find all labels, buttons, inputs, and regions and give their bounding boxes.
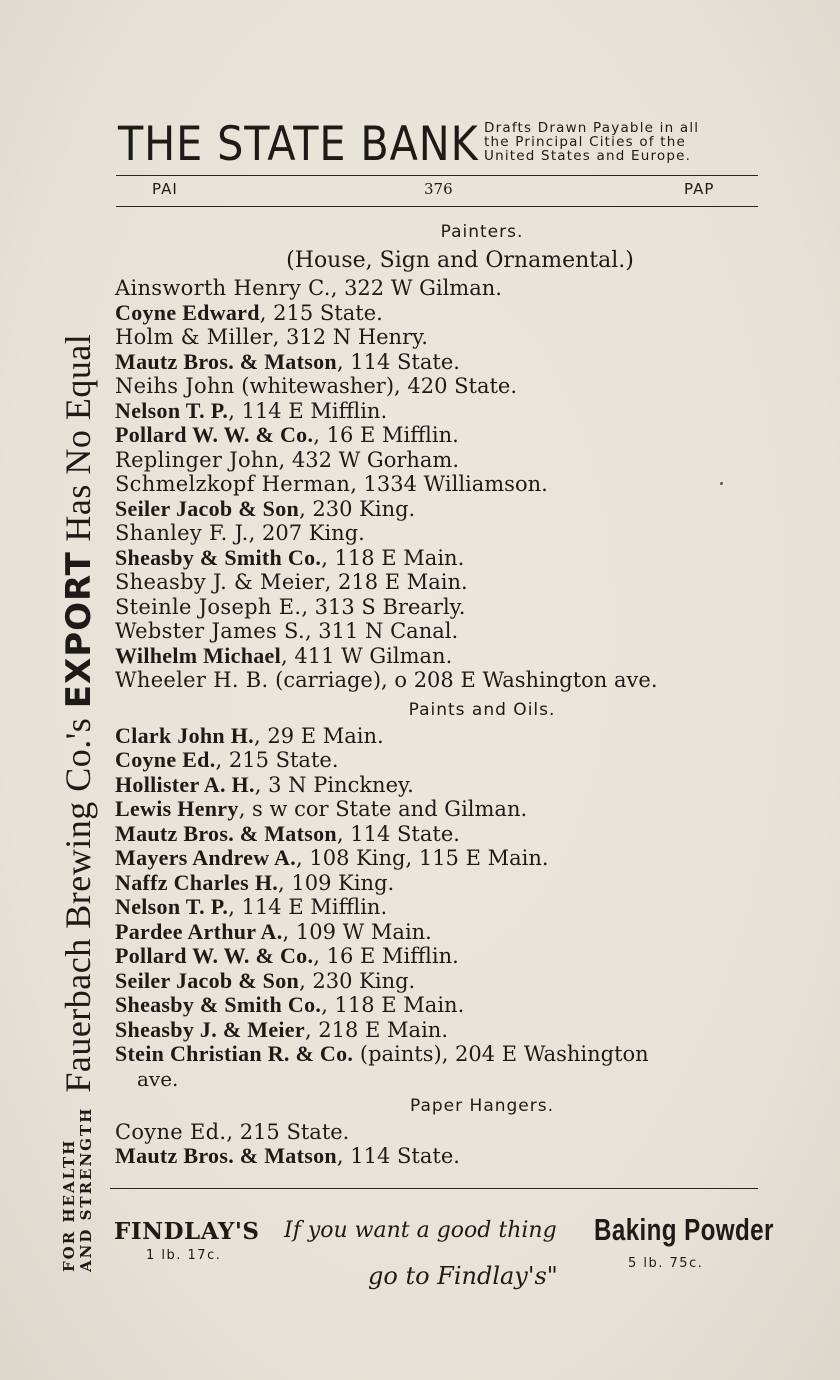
listing-entry — [115, 822, 765, 847]
section-title-paper-hangers: Paper Hangers. — [409, 1095, 555, 1116]
listing-entry — [115, 724, 765, 749]
entry-details: , 114 State. — [336, 349, 460, 374]
side-advert-prefix-line2: AND STRENGTH — [77, 1106, 95, 1272]
listing-entry — [115, 276, 765, 301]
side-advert-slogan — [57, 334, 99, 1093]
listing-entry — [115, 497, 765, 522]
listing-entry — [115, 619, 765, 644]
entry-name: Pollard W. W. & Co. — [115, 422, 314, 447]
entry-name: Mayers Andrew A. — [115, 845, 296, 870]
page-number: 376 — [424, 180, 453, 198]
section-subtitle-painters: (House, Sign and Ornamental.) — [286, 248, 634, 273]
entry-details: , 109 King. — [278, 870, 395, 895]
side-advert-slogan-start: Fauerbach Brewing Co.'s — [58, 708, 98, 1093]
side-advert-slogan-end: Has No Equal — [58, 333, 98, 552]
guide-word-right: PAP — [684, 180, 715, 198]
listing-entry — [115, 871, 765, 896]
script-slogan-line2: go to Findlay's" — [368, 1262, 558, 1290]
listing-entry — [115, 846, 765, 871]
entry-details: , 1334 Williamson. — [350, 472, 548, 496]
entry-details: , 114 E Mifflin. — [228, 398, 388, 423]
side-advert — [38, 112, 118, 1272]
entry-name: Sheasby J. & Meier — [115, 1016, 305, 1042]
bank-name: THE STATE BANK — [118, 117, 479, 172]
entry-name: Replinger John — [115, 447, 279, 472]
script-slogan-line1: If you want a good thing — [284, 1218, 557, 1243]
listing-entry — [115, 1144, 765, 1169]
section-title-painters: Painters. — [440, 222, 524, 242]
entry-details: (carriage), o 208 E Washington ave. — [268, 668, 658, 692]
listing-entry — [115, 448, 765, 473]
entry-details: , 114 E Mifflin. — [228, 895, 388, 919]
bank-tagline-line: Drafts Drawn Payable in all — [484, 120, 700, 136]
entry-name: Sheasby & Smith Co. — [115, 992, 322, 1017]
entry-name: Nelson T. P. — [115, 894, 229, 919]
entry-details: , 215 State. — [215, 748, 339, 772]
entry-details: , 215 State. — [259, 300, 383, 325]
header-rule-bottom — [116, 206, 758, 207]
entry-name: Coyne Edward — [115, 299, 260, 325]
entry-name: Pardee Arthur A. — [115, 918, 283, 944]
entry-name: Mautz Bros. & Matson — [115, 348, 337, 374]
listing-entry — [115, 399, 765, 424]
entry-details: , 313 S Brearly. — [301, 594, 466, 619]
entry-name: Sheasby J. & Meier — [115, 570, 325, 594]
entry-details: , 218 E Main. — [324, 570, 468, 594]
entry-name: Steinle Joseph E. — [115, 594, 302, 619]
entry-name: Schmelzkopf Herman — [115, 472, 351, 496]
entry-name: Neihs John — [115, 374, 235, 398]
entry-details: , 215 State. — [226, 1119, 350, 1144]
entry-details: (paints), 204 E Washington — [353, 1042, 649, 1066]
entry-name: Lewis Henry — [115, 796, 239, 821]
painters-list — [115, 276, 765, 693]
entry-details: , 230 King. — [299, 496, 416, 521]
footer-rule — [110, 1188, 758, 1189]
section-title-paints: Paints and Oils. — [408, 699, 556, 720]
listing-entry — [115, 668, 765, 693]
listing-entry — [115, 546, 765, 571]
entry-name: Wheeler H. B. — [115, 668, 269, 692]
listing-entry — [115, 472, 765, 497]
paper-hangers-list — [115, 1120, 765, 1169]
bank-tagline — [484, 121, 766, 163]
entry-details: , 16 E Mifflin. — [313, 423, 459, 447]
entry-details: , s w cor State and Gilman. — [238, 797, 528, 821]
entry-name: Stein Christian R. & Co. — [115, 1041, 354, 1066]
entry-details: , 16 E Mifflin. — [313, 944, 459, 968]
side-advert-slogan-bold: EXPORT — [59, 551, 99, 709]
paints-list — [115, 724, 765, 1067]
entry-continuation: ave. — [137, 1066, 179, 1091]
header-rule-top — [116, 175, 758, 176]
listing-entry — [115, 993, 765, 1018]
entry-details: , 432 W Gorham. — [278, 447, 460, 472]
entry-details: , 312 N Henry. — [272, 325, 428, 349]
entry-name: Coyne Ed. — [115, 1119, 227, 1144]
entry-details: , 118 E Main. — [321, 993, 465, 1017]
listing-entry — [115, 1042, 765, 1067]
entry-name: Pollard W. W. & Co. — [115, 943, 314, 968]
entry-name: Seiler Jacob & Son — [115, 495, 300, 521]
listing-entry — [115, 969, 765, 994]
baking-powder-label: Baking Powder — [594, 1212, 774, 1247]
listing-entry — [115, 595, 765, 620]
listing-entry — [115, 920, 765, 945]
guide-word-left: PAI — [152, 180, 178, 198]
side-advert-prefix-line1: FOR HEALTH — [60, 1138, 78, 1272]
entry-name: Clark John H. — [115, 722, 254, 748]
entry-name: Sheasby & Smith Co. — [115, 544, 322, 570]
listing-entry — [115, 644, 765, 669]
entry-name: Shanley F. J. — [115, 521, 249, 545]
listing-entry — [115, 350, 765, 375]
listing-entry — [115, 1018, 765, 1043]
price-large: 5 lb. 75c. — [628, 1256, 704, 1271]
listing-entry — [115, 325, 765, 350]
listing-entry — [115, 570, 765, 595]
price-small: 1 lb. 17c. — [146, 1248, 222, 1263]
bank-tagline-line: United States and Europe. — [484, 148, 692, 164]
entry-details: , 322 W Gilman. — [330, 276, 502, 300]
entry-name: Naffz Charles H. — [115, 869, 279, 895]
entry-details: , 230 King. — [299, 968, 416, 993]
entry-name: Mautz Bros. & Matson — [115, 1143, 337, 1168]
entry-details: , 29 E Main. — [253, 723, 384, 748]
entry-name: Coyne Ed. — [115, 747, 216, 772]
listing-entry — [115, 895, 765, 920]
entry-name: Seiler Jacob & Son — [115, 967, 300, 993]
entry-details: , 207 King. — [248, 521, 365, 545]
entry-details: , 218 E Main. — [304, 1017, 448, 1042]
entry-details: , 108 King, 115 E Main. — [296, 846, 549, 870]
entry-details: , 411 W Gilman. — [281, 643, 453, 668]
entry-name: Nelson T. P. — [115, 397, 229, 423]
entry-name: Mautz Bros. & Matson — [115, 820, 337, 846]
findlay-brand: FINDLAY'S — [114, 1218, 260, 1245]
entry-details: , 3 N Pinckney. — [254, 772, 414, 797]
entry-details: (whitewasher), 420 State. — [234, 374, 518, 398]
listing-entry — [115, 773, 765, 798]
listing-entry — [115, 1120, 765, 1145]
listing-entry — [115, 944, 765, 969]
entry-name: Hollister A. H. — [115, 771, 255, 797]
entry-details: , 118 E Main. — [321, 545, 465, 570]
entry-details: , 114 State. — [336, 1144, 460, 1168]
entry-details: , 311 N Canal. — [304, 619, 459, 643]
listing-entry — [115, 748, 765, 773]
entry-details: , 109 W Main. — [282, 919, 432, 944]
listing-entry — [115, 797, 765, 822]
bank-tagline-line: the Principal Cities of the — [484, 134, 686, 150]
entry-name: Ainsworth Henry C. — [115, 276, 331, 300]
listing-entry — [115, 301, 765, 326]
listing — [115, 218, 765, 1169]
entry-name: Webster James S. — [115, 619, 305, 643]
side-advert-prefix — [61, 1107, 95, 1272]
entry-name: Wilhelm Michael — [115, 642, 282, 668]
listing-entry — [115, 423, 765, 448]
entry-name: Holm & Miller — [115, 325, 273, 349]
entry-details: , 114 State. — [336, 821, 460, 846]
listing-entry — [115, 521, 765, 546]
listing-entry — [115, 374, 765, 399]
